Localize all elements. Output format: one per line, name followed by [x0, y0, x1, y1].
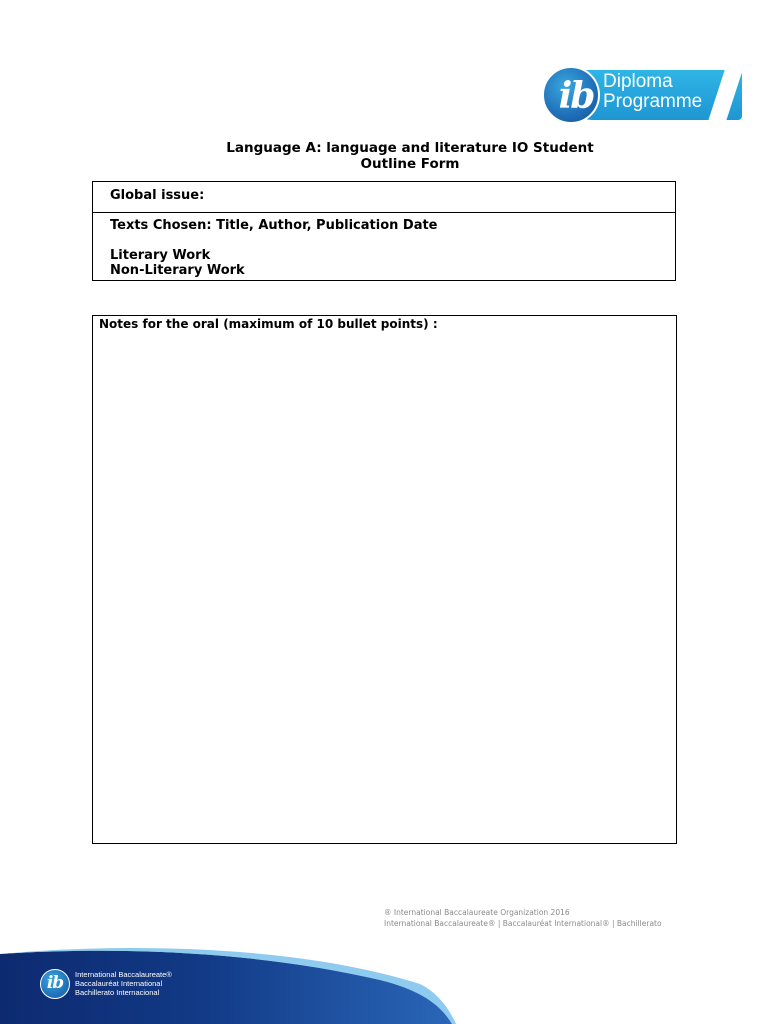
page-title [180, 140, 640, 172]
footer-banner [0, 940, 768, 1024]
notes-field[interactable] [92, 315, 677, 844]
non-literary-work-label: Non-Literary Work [110, 263, 245, 278]
texts-chosen-label: Texts Chosen: Title, Author, Publication Date [110, 218, 438, 233]
footer-line1: International Baccalaureate® [75, 970, 172, 979]
ib-logo-mark: ib [558, 75, 594, 117]
notes-label: Notes for the oral (maximum of 10 bullet points) : [99, 317, 438, 331]
footer-line3: Bachillerato Internacional [75, 988, 160, 997]
title-line1: Language A: language and literature IO Student [226, 140, 594, 156]
global-issue-field[interactable] [93, 182, 675, 213]
logo-line2: Programme [603, 91, 703, 112]
title-line2: Outline Form [360, 156, 460, 172]
copyright-line1: ® International Baccalaureate Organization 2016 [384, 908, 570, 917]
texts-chosen-field[interactable] [93, 213, 675, 279]
footer-org-names [75, 970, 172, 997]
footer-line2: Baccalauréat International [75, 979, 163, 988]
logo-line1: Diploma [603, 71, 673, 92]
footer-ib-logo-icon: ib [40, 969, 70, 999]
logo-text [603, 72, 702, 112]
literary-work-label: Literary Work [110, 247, 211, 263]
copyright-line2: International Baccalaureate® | Baccalauréat International® | Bachillerato [384, 919, 662, 928]
ib-diploma-programme-logo [540, 66, 742, 124]
outline-info-table [92, 181, 676, 281]
copyright-notice [384, 907, 662, 929]
ib-logo-icon [542, 66, 600, 124]
global-issue-label: Global issue: [110, 188, 205, 203]
